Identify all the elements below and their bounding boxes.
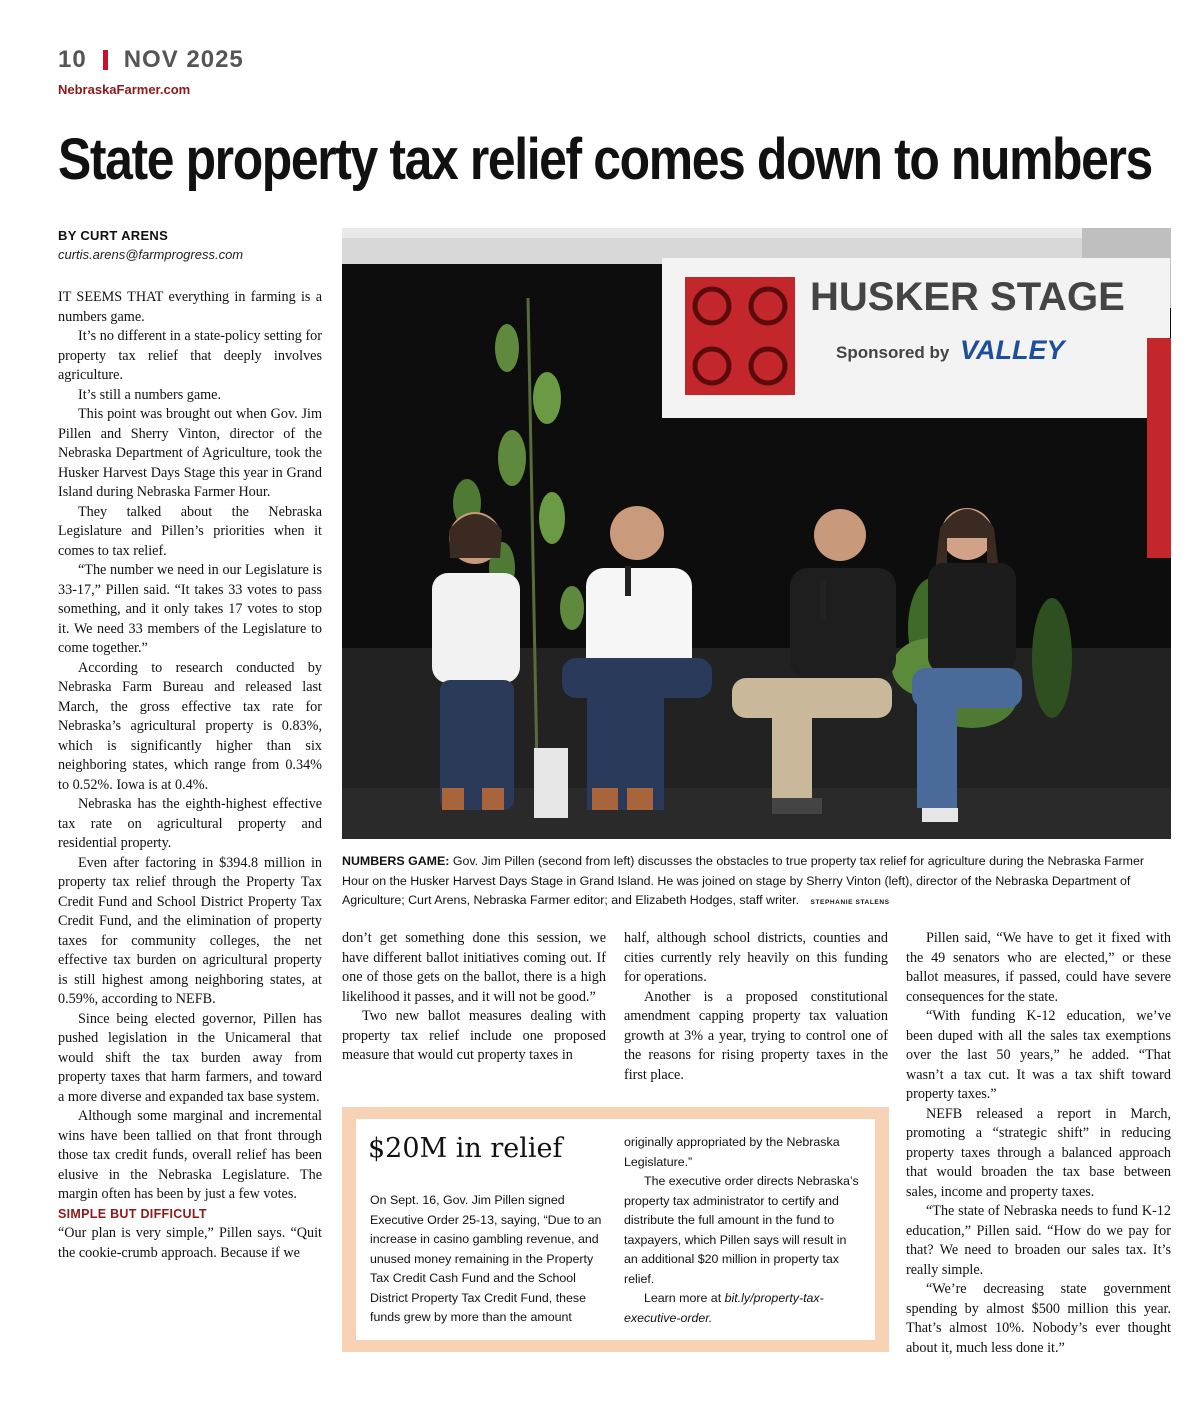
paragraph: According to research conducted by Nebraska Farm Bureau and released last March, the gross effective tax rate for Nebraska’s agricultural property is 0.83%, which is significantly higher than six neighboring states, which range from 0.34% to 0.52%. Iowa is at 0.4%. xyxy=(58,659,322,793)
page-number: 10 xyxy=(58,46,87,73)
article-column-4 xyxy=(906,929,1171,1358)
site-name: NebraskaFarmer.com xyxy=(58,82,191,97)
paragraph: “We’re decreasing state government spending by almost $500 million this year. That’s almost 10%. Nobody’s ever thought about it, much less done it.” xyxy=(906,1281,1171,1356)
banner-brand: VALLEY xyxy=(960,335,1065,365)
paragraph: Even after factoring in $394.8 million in property tax relief through the Property Tax Credit Fund and School District Property Tax Credit Fund, and the elimination of property taxes for community colleges, the net effective tax burden on agricultural property is still highest among neighboring states, at 0.59%, according to NEFB. xyxy=(58,854,322,1007)
caption-lead: NUMBERS GAME: xyxy=(342,854,450,868)
banner-title: HUSKER STAGE xyxy=(810,275,1125,319)
sidebar-paragraph: The executive order directs Nebraska’s property tax administrator to certify and distribute the full amount in the fund to taxpayers, which Pillen says will result in an additional $20 million in property tax relief. xyxy=(624,1174,859,1286)
byline: BY CURT ARENS xyxy=(58,228,169,243)
paragraph: Pillen said, “We have to get it fixed with the 49 senators who are elected,” or these ballot measures, if passed, could have severe consequences for the state. xyxy=(906,930,1171,1005)
photo-credit: STEPHANIE STALENS xyxy=(810,899,890,906)
paragraph: “Our plan is very simple,” Pillen says. “Quit the cookie-crumb approach. Because if we xyxy=(58,1225,322,1261)
paragraph: They talked about the Nebraska Legislature and Pillen’s priorities when it comes to tax relief. xyxy=(58,503,322,559)
sidebar-right-column xyxy=(624,1133,860,1328)
paragraph: This point was brought out when Gov. Jim Pillen and Sherry Vinton, director of the Nebraska Department of Agriculture, took the Husker Harvest Days Stage this year in Grand Island during Nebraska Farmer Hour. xyxy=(58,406,322,500)
page-folio xyxy=(58,46,244,74)
paragraph: don’t get something done this session, we have different ballot initiatives coming out. If one of those gets on the ballot, there is a high likelihood it passes, and it will not be good.” xyxy=(342,930,606,1005)
paragraph: It’s still a numbers game. xyxy=(78,386,222,403)
article-column-3 xyxy=(624,929,888,1085)
learn-more-link[interactable]: bit.ly/property-tax-executive-order. xyxy=(624,1291,824,1325)
sidebar-paragraph: originally appropriated by the Nebraska Legislature.” xyxy=(624,1135,840,1169)
issue-date: NOV 2025 xyxy=(123,46,244,73)
paragraph: Although some marginal and incremental wins have been tallied on that front through those tax credit funds, overall relief has been elusive in the Nebraska Legislature. The margin often has been by just a few votes. xyxy=(58,1108,322,1202)
paragraph: Two new ballot measures dealing with property tax relief include one proposed measure that would cut property taxes in xyxy=(342,1008,606,1063)
sidebar-paragraph: On Sept. 16, Gov. Jim Pillen signed Executive Order 25-13, saying, “Due to an increase in casino gambling revenue, and unused money remaining in the Property Tax Credit Cash Fund and the School District Property Tax Credit Fund, these funds grew by more than the amount xyxy=(370,1193,602,1324)
headline: State property tax relief comes down to numbers xyxy=(58,127,1152,192)
banner-sponsor: Sponsored by xyxy=(836,343,950,362)
article-column-2 xyxy=(342,929,606,1066)
sidebar-inner xyxy=(356,1119,875,1340)
paragraph: IT SEEMS THAT everything in farming is a numbers game. xyxy=(58,289,322,325)
paragraph: “The number we need in our Legislature is 33-17,” Pillen said. “It takes 33 votes to pass something, and it only takes 17 votes to stop it. We need 33 members of the Legislature to come together.” xyxy=(58,562,322,656)
sidebar-title: $20M in relief xyxy=(368,1133,563,1164)
paragraph: Since being elected governor, Pillen has pushed legislation in the Unicameral that would shift the tax burden away from property taxes that harm farmers, and toward a more diverse and expanded tax base system. xyxy=(58,1010,322,1105)
paragraph: “The state of Nebraska needs to fund K-12 education,” Pillen said. “How do we pay for that? We need to broaden our sales tax. It’s really simple. xyxy=(906,1203,1171,1278)
paragraph: Another is a proposed constitutional amendment capping property tax valuation growth at 3% a year, trying to control one of the reasons for rising property taxes in the first place. xyxy=(624,988,888,1083)
author-email: curtis.arens@farmprogress.com xyxy=(58,247,244,262)
photo-caption xyxy=(342,852,1171,913)
folio-divider xyxy=(103,50,108,70)
sidebar-box xyxy=(342,1107,889,1352)
paragraph: It’s no different in a state-policy setting for property tax relief that deeply involves agriculture. xyxy=(58,328,322,383)
paragraph: half, although school districts, counties and cities currently rely heavily on this funding for operations. xyxy=(624,930,888,985)
stage-photo-illustration xyxy=(342,228,1171,839)
paragraph: Nebraska has the eighth-highest effective tax rate on agricultural property and residential property. xyxy=(58,796,322,851)
stage-photo xyxy=(342,228,1171,839)
subhead: SIMPLE BUT DIFFICULT xyxy=(58,1206,207,1221)
article-column-1 xyxy=(58,288,322,1263)
sidebar-learn-more xyxy=(624,1289,860,1328)
paragraph: NEFB released a report in March, promoting a “strategic shift” in reducing property taxes through a balanced approach that would broaden the tax base between sales, income and property taxes. xyxy=(906,1105,1171,1200)
learn-more-label: Learn more at xyxy=(644,1291,722,1305)
paragraph: “With funding K-12 education, we’ve been duped with all the sales tax exemptions over the last 50 years,” he added. “That wasn’t a tax cut. It was a tax shift toward property taxes.” xyxy=(906,1008,1171,1102)
caption-text: Gov. Jim Pillen (second from left) discusses the obstacles to true property tax relief for agriculture during the Nebraska Farmer Hour on the Husker Harvest Days Stage in Grand Island. He was joined on stage by Sherry Vinton (left), director of the Nebraska Department of Agriculture; Curt Arens, Nebraska Farmer editor; and Elizabeth Hodges, staff writer. xyxy=(342,854,1145,907)
sidebar-left-column xyxy=(370,1191,604,1328)
